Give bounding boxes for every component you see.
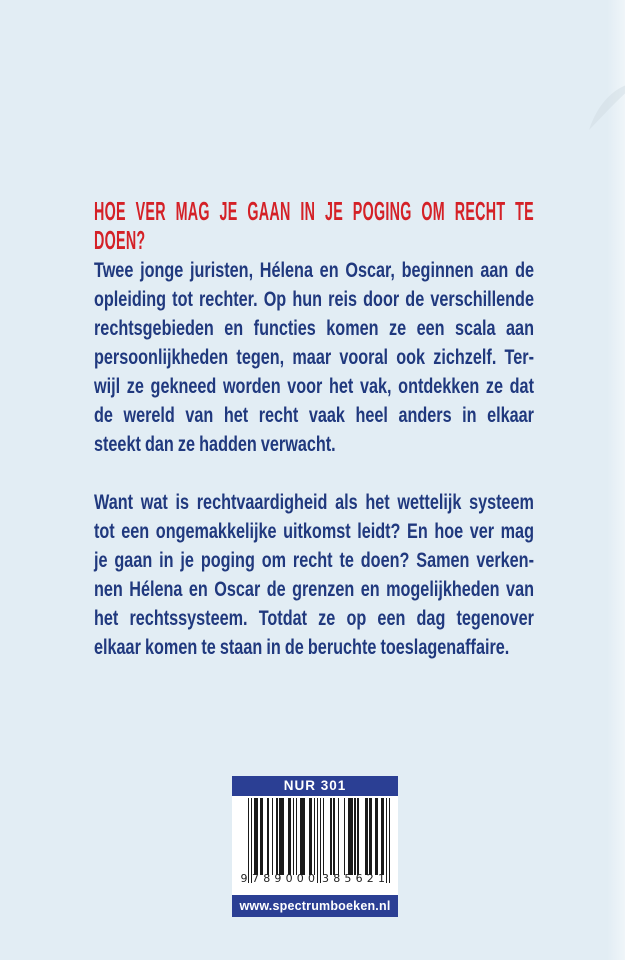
- isbn-digits: [232, 872, 398, 885]
- blurb-paragraph-1: [94, 256, 534, 459]
- barcode-bar: [300, 798, 304, 875]
- barcode-bar: [365, 798, 368, 875]
- isbn-digit: 3: [322, 872, 329, 885]
- barcode-bar: [296, 798, 297, 875]
- body-text-line: elkaar komen te staan in de beruchte toeslagenaffaire.: [94, 636, 510, 659]
- barcode-bar: [251, 798, 252, 883]
- isbn-digit: 1: [377, 872, 385, 885]
- barcode-bar: [314, 798, 315, 875]
- barcode-bar: [254, 798, 258, 875]
- body-text-line: Want wat is rechtvaardigheid als het wettelijk systeem: [94, 491, 534, 514]
- barcode-bar: [357, 798, 358, 875]
- barcode-bars: [248, 798, 390, 883]
- isbn-digit: 8: [333, 872, 341, 885]
- isbn-digit: 5: [344, 872, 352, 885]
- barcode-bar: [317, 798, 318, 883]
- isbn-digit: 9: [274, 872, 282, 885]
- barcode-bar: [333, 798, 334, 875]
- isbn-digit: 0: [285, 872, 293, 885]
- body-text-line: de wereld van het recht vaak heel anders in elkaar: [94, 404, 534, 427]
- isbn-digit: 6: [355, 872, 363, 885]
- isbn-digit: 8: [263, 872, 271, 885]
- barcode-bar: [386, 798, 387, 883]
- barcode-bar: [260, 798, 263, 875]
- barcode-bar: [330, 798, 331, 875]
- barcode-bar: [272, 798, 273, 875]
- body-text-line: wijl ze gekneed worden voor het vak, ontdekken ze dat: [94, 375, 534, 398]
- body-text-line: nen Hélena en Oscar de grenzen en mogelijkheden van: [94, 578, 534, 601]
- body-text-line: persoonlijkheden tegen, maar vooral ook zichzelf. Ter-: [94, 346, 534, 369]
- barcode-bar: [354, 798, 355, 875]
- barcode-bar: [348, 798, 352, 875]
- barcode-bar: [381, 798, 384, 875]
- barcode-bar: [293, 798, 294, 875]
- barcode-bar: [288, 798, 291, 875]
- barcode-bar: [320, 798, 321, 883]
- barcode-bar: [375, 798, 378, 875]
- back-cover-tagline: [94, 196, 534, 255]
- body-text-line: rechtsgebieden en functies komen ze een scala aan: [94, 317, 534, 340]
- nur-code-label: NUR 301: [232, 776, 398, 796]
- page-edge-highlight: [607, 0, 625, 960]
- body-text-line: steekt dan ze hadden verwacht.: [94, 433, 336, 456]
- blurb-paragraph-2: [94, 488, 534, 662]
- barcode-bar: [276, 798, 277, 875]
- isbn-digit: 2: [366, 872, 374, 885]
- isbn-digit: 9: [240, 872, 248, 885]
- tagline-text: HOE VER MAG JE GAAN IN JE POGING OM RECHT TE DOEN?: [94, 196, 534, 255]
- body-text-line: het rechtssysteem. Totdat ze op een dag tegenover: [94, 607, 534, 630]
- barcode-bar: [267, 798, 268, 875]
- isbn-digit-group: [252, 872, 315, 885]
- barcode-bar: [309, 798, 312, 875]
- barcode-bar: [323, 798, 324, 875]
- body-text-line: opleiding tot rechter. Op hun reis door de verschillende: [94, 288, 534, 311]
- body-text-line: tot een ongemakkelijke uitkomst leidt? En hoe ver mag: [94, 520, 534, 543]
- barcode-bar: [344, 798, 345, 875]
- isbn-digit: 0: [296, 872, 304, 885]
- barcode-bar: [389, 798, 390, 883]
- cover-edge-swoosh-decoration: [585, 80, 625, 144]
- body-text-line: je gaan in je poging om recht te doen? Samen verken-: [94, 549, 534, 572]
- isbn-digit: 7: [252, 872, 259, 885]
- barcode-bar: [338, 798, 339, 875]
- barcode-bar: [248, 798, 249, 883]
- barcode-bar: [279, 798, 283, 875]
- publisher-website: www.spectrumboeken.nl: [232, 895, 398, 917]
- barcode-area: [232, 796, 398, 895]
- isbn-digit-group: [238, 872, 250, 885]
- isbn-digit: 0: [307, 872, 315, 885]
- body-text-line: Twee jonge juristen, Hélena en Oscar, beginnen aan de: [94, 259, 534, 282]
- barcode-block: [232, 776, 398, 917]
- isbn-digit-group: [322, 872, 385, 885]
- barcode-bar: [369, 798, 372, 875]
